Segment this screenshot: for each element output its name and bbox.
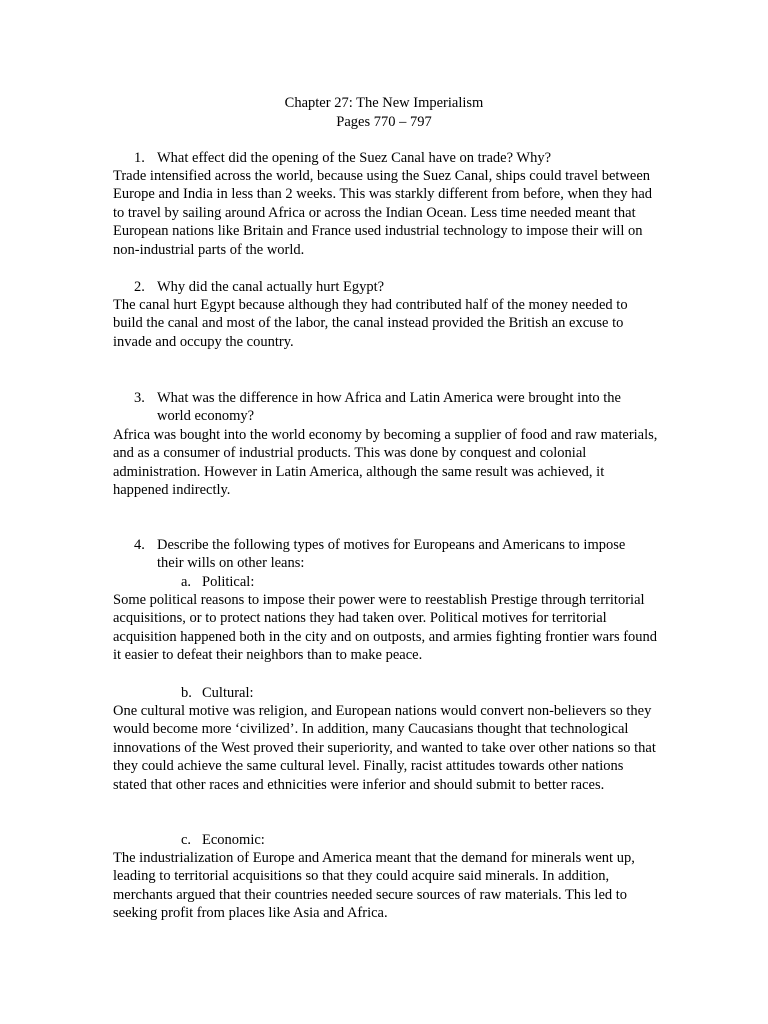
question-number: 2. (134, 279, 145, 295)
subquestion-text: Economic: (202, 832, 265, 848)
subquestion-text: Cultural: (202, 685, 254, 701)
question-text: Why did the canal actually hurt Egypt? (157, 279, 385, 295)
question-text: What was the difference in how Africa and Latin America were brought into the world economy? (157, 390, 621, 424)
question-text: Describe the following types of motives for Europeans and Americans to impose their wills on other leans: (157, 537, 626, 571)
question-number: 1. (134, 150, 145, 166)
answer-1: Trade intensified across the world, because using the Suez Canal, ships could travel between Europe and India in less than 2 weeks. This was starkly different from before, when they had to travel by sailing around Africa or across the Indian Ocean. Less time needed meant that European nations like Britain and France used industrial technology to impose their will on non-industrial parts of the world. (113, 168, 653, 258)
question-1 (134, 149, 674, 167)
answer-4a: Some political reasons to impose their power were to reestablish Prestige through territorial acquisitions, or to protect nations they had taken over. Political motives for territorial acquisition happened both in the city and on outposts, and armies fighting frontier wars found it easier to defeat their neighbors than to make peace. (113, 592, 658, 664)
question-2 (134, 278, 674, 296)
question-text: What effect did the opening of the Suez Canal have on trade? Why? (157, 150, 552, 166)
subquestion-a (181, 573, 581, 591)
subquestion-letter: c. (181, 832, 192, 848)
question-number: 4. (134, 537, 145, 553)
subquestion-b (181, 684, 581, 702)
chapter-title: Chapter 27: The New Imperialism (284, 95, 484, 111)
subquestion-c (181, 831, 581, 849)
answer-4c: The industrialization of Europe and America meant that the demand for minerals went up, leading to territorial acquisitions so that they could acquire said minerals. In addition, merchants argued that their countries needed secure sources of raw materials. This led to seeking profit from places like Asia and Africa. (113, 850, 635, 922)
answer-4b: One cultural motive was religion, and European nations would convert non-believers so they would become more ‘civilized’. In addition, many Caucasians thought that technological innovations of the West proved their superiority, and wanted to take over other nations so that they could achieve the same cultural level. Finally, racist attitudes towards other nations stated that other races and ethnicities were inferior and should submit to better races. (113, 703, 656, 793)
subquestion-text: Political: (202, 574, 255, 590)
answer-2: The canal hurt Egypt because although they had contributed half of the money needed to build the canal and most of the labor, the canal instead provided the British an excuse to invade and occupy the country. (113, 297, 628, 350)
question-number: 3. (134, 390, 145, 406)
subquestion-letter: a. (181, 574, 192, 590)
page-range: Pages 770 – 797 (336, 114, 432, 130)
question-3 (134, 389, 654, 425)
question-4 (134, 536, 654, 572)
subquestion-letter: b. (181, 685, 192, 701)
answer-3: Africa was bought into the world economy by becoming a supplier of food and raw materials, and as a consumer of industrial products. This was done by conquest and colonial administration. However in Latin America, although the same result was achieved, it happened indirectly. (113, 427, 658, 499)
